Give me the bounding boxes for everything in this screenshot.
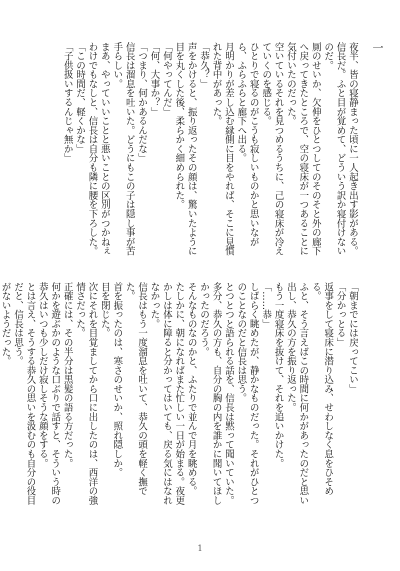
top-line: 「子供扱いするんじゃ無か」 [61, 42, 73, 163]
bottom-line: とつとつと語られる話を、信長は黙って聞いていた。多分、恭久の方も、自分の胸の内を誰かに聞いてほしかったのだろう。 [198, 282, 234, 505]
bottom-line: 「朝までには戻ってこい」 [347, 282, 358, 394]
bottom-line: もう一度寝床を抜けて、それを追いかけた。 [272, 282, 284, 468]
top-line: 夜半、皆の寝静まった頃に一人起き出す影がある。 [347, 42, 358, 256]
top-line: 空いているそれを見つめるうちに、己の寝床が冷えていくのを感じる。 [260, 42, 284, 256]
top-line: 信長は溜息を吐いた。どうにもこの子は隠し事が苦手らしい。 [111, 42, 135, 256]
top-line: 月明かりが差し込む縁側に目をやれば、そこに見慣れた背中があった。 [210, 42, 234, 256]
bottom-line: 首を振ったのは、寒さのせいか、照れ隠しか。 [111, 282, 123, 478]
top-line: 声をかけると、振り返ったその顔は、驚いたように目を丸くした後、柔らかく細められた。 [173, 42, 197, 256]
text-block-bottom [0, 282, 358, 508]
bottom-line: たしかに、朝になればまた忙しい一日が始まる。夜更かしは体に障ると分かってはいても、戻る気にはなれなかった。 [148, 282, 185, 505]
top-line: ひとりで寝るのがこうも寂しいものかと思いながら、ふらふらと廊下へ出る。 [235, 42, 259, 247]
top-line: まあ、やっていいことと悪いことの区別がつかねぇわけでもなしと、信長は自分も隣に腰を下ろした。 [86, 42, 110, 256]
top-line: 厠のせいか、欠伸をひとつしてのそのそと外の廊下へ戻ってきたところで、空の寝床が一つあることに気付いたのだった。 [284, 42, 321, 256]
page-number: 1 [197, 544, 203, 553]
bottom-line: とは言え、そうする恭久の思いを汲むのも自分の役目だと、信長は思う。 [12, 282, 36, 505]
bottom-line: 「……恭」 [260, 282, 272, 329]
bottom-line: そんなものなのかと、ふたりで並んで月を眺める。 [185, 282, 197, 496]
top-line: 「何、大事か？」 [148, 42, 160, 117]
bottom-line: 目を閉じた。 [98, 282, 110, 338]
bottom-line: 何かを遊ぶかのような口ぶりで話すと、そういう時の恭久はいつも少しだけ寂しそうな顔をする。 [36, 282, 61, 505]
chapter-number: 一 [371, 42, 384, 53]
bottom-line: 返事をして寝床に潜り込み、せわしなく息をひそめる。 [309, 282, 334, 496]
bottom-line: 信長はもう一度溜息を吐いて、恭久の頭を軽く撫でた。 [123, 282, 148, 496]
bottom-line: 「分かっとる」 [334, 282, 346, 348]
bottom-line: 正確には、その半分は黒髪の語る方だった。 [61, 282, 73, 468]
bottom-line: 次にそれを目覚ましてから口に出したのは、西洋の強情さだった。 [74, 282, 98, 505]
top-line: 「恭久？」 [198, 42, 210, 89]
text-block-top [36, 42, 358, 260]
bottom-line: がないようだった。 [0, 282, 11, 366]
top-line: 「つまり、何かあるんだな」 [136, 42, 148, 163]
top-line: 「この時間だ、軽くかな」 [74, 42, 86, 154]
top-line: 信長だ。ふと目が覚めて、どういう訳か寝付けないのだ。 [322, 42, 346, 256]
top-line: 「何やってんだ」 [160, 42, 172, 117]
bottom-line: ふと、そう言えばこの時間に何かがあったのだと思い出し、恭久の方を振り返った。 [284, 282, 309, 505]
bottom-line: しばらく眺めたが、静かなものだった。それがひとつのことなのだと信長は思う。 [235, 282, 259, 505]
